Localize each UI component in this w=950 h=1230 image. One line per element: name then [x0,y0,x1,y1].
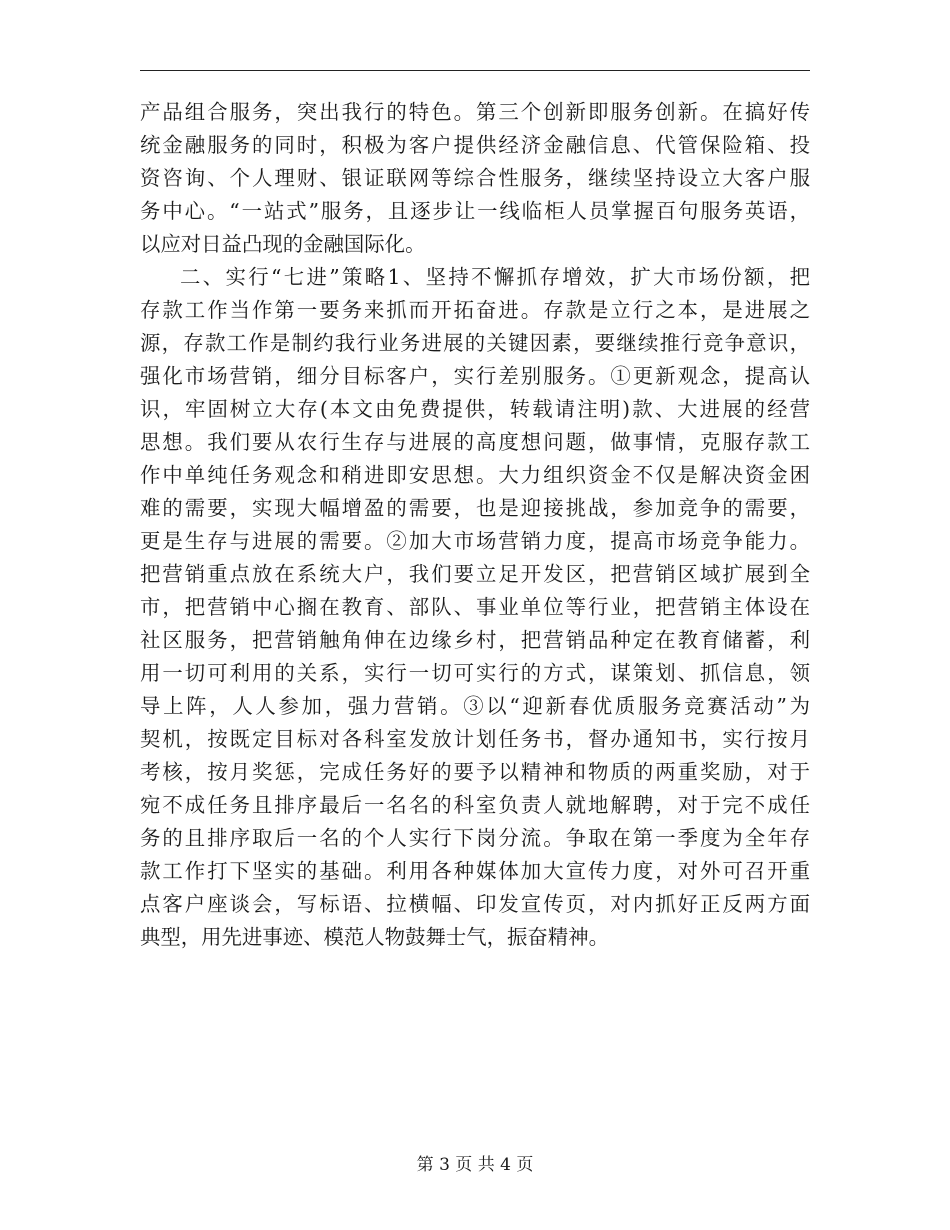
text-line: 更是生存与进展的需要。②加大市场营销力度，提高市场竞争能力。 [140,529,810,553]
page-footer: 第 3 页 共 4 页 [416,1155,534,1175]
text-line: 考核，按月奖惩，完成任务好的要予以精神和物质的两重奖励，对于 [140,760,810,784]
text-line: 点客户座谈会，写标语、拉横幅、印发宣传页，对内抓好正反两方面 [140,892,810,916]
text-line: 资咨询、个人理财、银证联网等综合性服务，继续坚持设立大客户服 [140,166,810,190]
text-line: 强化市场营销，细分目标客户，实行差别服务。①更新观念，提高认 [140,364,810,388]
text-line: 以应对日益凸现的金融国际化。 [140,232,426,256]
text-line: 统金融服务的同时，积极为客户提供经济金融信息、代管保险箱、投 [140,133,810,157]
text-line: 务的且排序取后一名的个人实行下岗分流。争取在第一季度为全年存 [140,826,810,850]
text-line: 务中心。“一站式”服务，且逐步让一线临柜人员掌握百句服务英语， [140,199,810,223]
text-line: 市，把营销中心搁在教育、部队、事业单位等行业，把营销主体设在 [140,595,810,619]
text-line: 导上阵，人人参加，强力营销。③以“迎新春优质服务竞赛活动”为 [140,694,810,718]
text-line: 契机，按既定目标对各科室发放计划任务书，督办通知书，实行按月 [140,727,810,751]
text-line: 款工作打下坚实的基础。利用各种媒体加大宣传力度，对外可召开重 [140,859,810,883]
text-line: 宛不成任务且排序最后一名名的科室负责人就地解聘，对于完不成任 [140,793,810,817]
text-line: 典型，用先进事迹、模范人物鼓舞士气，振奋精神。 [140,925,609,949]
text-line: 二、实行“七进”策略1、坚持不懈抓存增效，扩大市场份额，把 [180,265,810,289]
text-line: 难的需要，实现大幅增盈的需要，也是迎接挑战，参加竞争的需要， [140,496,810,520]
text-line: 用一切可利用的关系，实行一切可实行的方式，谋策划、抓信息，领 [140,661,810,685]
text-line: 源，存款工作是制约我行业务进展的关键因素，要继续推行竞争意识， [140,331,810,355]
text-line: 存款工作当作第一要务来抓而开拓奋进。存款是立行之本，是进展之 [140,298,810,322]
paragraph [140,96,810,261]
text-line: 把营销重点放在系统大户，我们要立足开发区，把营销区域扩展到全 [140,562,810,586]
header-rule [140,70,810,71]
document-body [140,96,810,954]
text-line: 思想。我们要从农行生存与进展的高度想问题，做事情，克服存款工 [140,430,810,454]
text-line: 社区服务，把营销触角伸在边缘乡村，把营销品种定在教育储蓄，利 [140,628,810,652]
text-line: 产品组合服务，突出我行的特色。第三个创新即服务创新。在搞好传 [140,100,810,124]
paragraph [140,261,810,954]
text-line: 识，牢固树立大存(本文由免费提供，转载请注明)款、大进展的经营 [140,397,810,421]
text-line: 作中单纯任务观念和稍进即安思想。大力组织资金不仅是解决资金困 [140,463,810,487]
